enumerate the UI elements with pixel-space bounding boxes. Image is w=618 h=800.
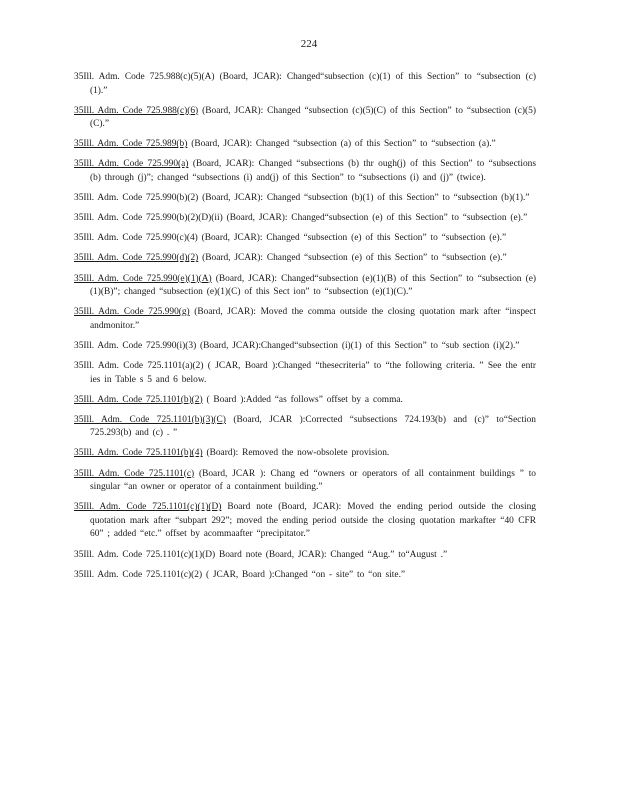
entry-citation: 35Ill. Adm. Code 725.990(a) bbox=[74, 159, 189, 170]
entry-citation: 35Ill. Adm. Code 725.1101(c)(1)(D) bbox=[74, 502, 222, 513]
entry bbox=[74, 501, 536, 542]
entry-description: ( JCAR, Board ):Changed “on - site” to “on site.” bbox=[202, 569, 406, 580]
entry-citation: 35Ill. Adm. Code 725.1101(b)(4) bbox=[74, 448, 203, 459]
entry-description: (Board, JCAR ): Chang ed “owners or operators of all containment buildings ” to singular “an owner or operator of a containment building.” bbox=[90, 468, 536, 493]
entry-list bbox=[74, 71, 536, 589]
entry bbox=[74, 105, 536, 132]
entry-description: (Board, JCAR):Changed“subsection (i)(1) of this Section” to “sub section (i)(2).” bbox=[196, 340, 520, 351]
entry bbox=[74, 468, 536, 495]
entry bbox=[74, 447, 536, 461]
entry bbox=[74, 360, 536, 387]
entry bbox=[74, 232, 536, 246]
entry-description: Board note (Board, JCAR): Moved the ending period outside the closing quotation mark after “subpart 292”; moved the ending period outside the closing quotation markafter “40 CFR 60” ; added “etc.” offset by acommaafter “precipitator.” bbox=[90, 502, 536, 540]
entry-description: (Board, JCAR): Changed “subsections (b) thr ough(j) of this Section” to “subsections (b) through (j)”; changed “subsections (i) and(j) of this Section” to “subsections (i) and (j)” (twice). bbox=[90, 159, 536, 184]
entry-citation: 35Ill. Adm. Code 725.988(c)(5)(A) bbox=[74, 72, 215, 82]
entry-description: (Board, JCAR): Changed “subsection (e) of this Section” to “subsection (e).” bbox=[198, 253, 507, 264]
entry-description: (Board, JCAR): Changed“subsection (c)(1) of this Section” to “subsection (c)(1).” bbox=[90, 72, 536, 96]
entry bbox=[74, 394, 536, 408]
entry bbox=[74, 340, 536, 354]
entry-citation: 35Ill. Adm. Code 725.990(i)(3) bbox=[74, 340, 197, 351]
entry bbox=[74, 549, 536, 563]
entry-citation: 35Ill. Adm. Code 725.1101(c)(1)(D) bbox=[74, 549, 216, 560]
entry-description: (Board, JCAR): Changed “subsection (b)(1) of this Section” to “subsection (b)(1).” bbox=[198, 193, 530, 204]
entry-description: (Board, JCAR): Changed “subsection (c)(5)(C) of this Section” to “subsection (c)(5)(C).” bbox=[90, 105, 536, 130]
entry bbox=[74, 306, 536, 333]
entry-citation: 35Ill. Adm. Code 725.990(d)(2) bbox=[74, 253, 199, 264]
entry bbox=[74, 158, 536, 185]
entry-description: (Board, JCAR): Changed“subsection (e) of this Section” to “subsection (e).” bbox=[222, 213, 528, 224]
entry-citation: 35Ill. Adm. Code 725.1101(c) bbox=[74, 468, 195, 479]
entry-citation: 35Ill. Adm. Code 725.989(b) bbox=[74, 139, 188, 150]
entry-description: (Board, JCAR ):Corrected “subsections 724.193(b) and (c)” to“Section 725.293(b) and (c) . ” bbox=[90, 414, 536, 439]
entry bbox=[74, 71, 536, 98]
entry-description: (Board, JCAR): Moved the comma outside the closing quotation mark after “inspect andmonitor.” bbox=[90, 307, 536, 331]
entry bbox=[74, 414, 536, 441]
entry-description: Board note (Board, JCAR): Changed “Aug.” to“August .” bbox=[215, 549, 448, 560]
entry-description: ( Board ):Added “as follows” offset by a comma. bbox=[202, 394, 403, 405]
entry-description: (Board, JCAR): Changed “subsection (e) of this Section” to “subsection (e).” bbox=[197, 233, 507, 244]
entry-description: (Board, JCAR): Changed“subsection (e)(1)(B) of this Section” to “subsection (e)(1)(B)”; changed “subsection (e)(1)(C) of this Sect ion” to “subsection (e)(1)(C).” bbox=[90, 273, 537, 298]
entry-citation: 35Ill. Adm. Code 725.990(e)(1)(A) bbox=[74, 273, 212, 284]
entry bbox=[74, 252, 536, 266]
entry-citation: 35Ill. Adm. Code 725.1101(b)(3)(C) bbox=[74, 414, 226, 425]
entry-citation: 35Ill. Adm. Code 725.988(c)(6) bbox=[74, 105, 199, 116]
entry-citation: 35Ill. Adm. Code 725.990(c)(4) bbox=[74, 233, 198, 244]
entry bbox=[74, 192, 536, 206]
entry bbox=[74, 138, 536, 152]
entry-citation: 35Ill. Adm. Code 725.1101(c)(2) bbox=[74, 569, 203, 580]
entry bbox=[74, 569, 536, 583]
entry-description: ( JCAR, Board ):Changed “thesecriteria” to “the following criteria. ” See the entr ies in Table s 5 and 6 below. bbox=[90, 361, 537, 385]
entry-citation: 35Ill. Adm. Code 725.1101(b)(2) bbox=[74, 394, 203, 405]
entry-description: (Board): Removed the now-obsolete provision. bbox=[202, 448, 390, 459]
entry bbox=[74, 273, 536, 300]
entry-citation: 35Ill. Adm. Code 725.990(b)(2)(D)(ii) bbox=[74, 213, 223, 224]
entry-description: (Board, JCAR): Changed “subsection (a) of this Section” to “subsection (a).” bbox=[187, 139, 496, 150]
page-number: 224 bbox=[300, 38, 318, 50]
entry bbox=[74, 212, 536, 226]
entry-citation: 35Ill. Adm. Code 725.990(b)(2) bbox=[74, 193, 199, 204]
entry-citation: 35Ill. Adm. Code 725.990(g) bbox=[74, 307, 190, 318]
entry-citation: 35Ill. Adm. Code 725.1101(a)(2) bbox=[74, 361, 204, 371]
